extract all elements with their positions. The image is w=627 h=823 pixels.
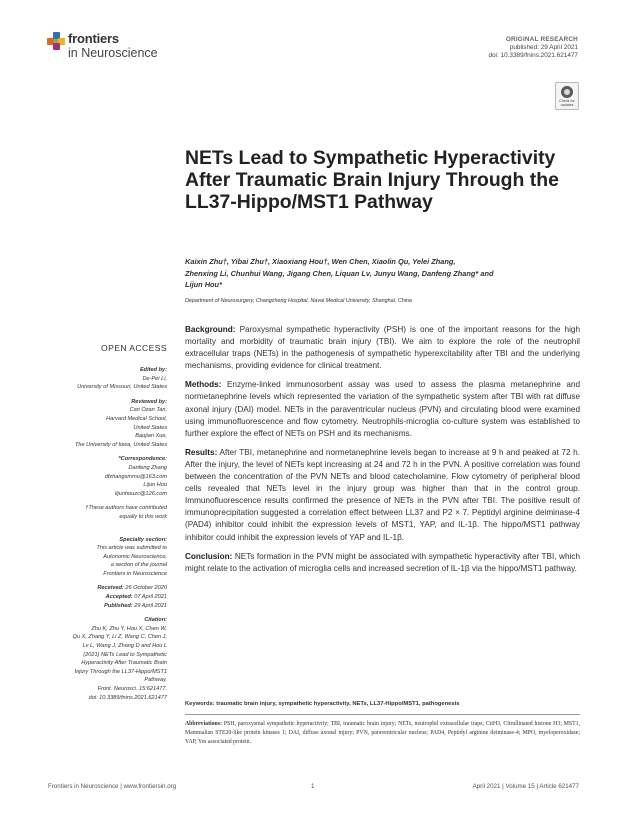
citation-line: Injury Through the LL37-Hippo/MST1: [74, 668, 167, 675]
journal-name: in Neuroscience: [68, 46, 158, 60]
equal-contribution-note: [40, 504, 167, 521]
corresponding-author: Danfeng Zhang: [128, 464, 167, 471]
corresponding-email[interactable]: lijunhouzc@126.com: [114, 490, 167, 497]
author-list: [185, 256, 580, 291]
editor-name: De-Pei Li,: [142, 375, 167, 382]
specialty-line: a section of the journal: [110, 562, 167, 569]
citation-heading: Citation:: [144, 617, 167, 624]
reviewer-affiliation: United States: [133, 424, 167, 431]
reviewer-affiliation: The University of Iowa, United States: [74, 441, 167, 448]
keywords: Keywords: traumatic brain injury, sympathetic hyperactivity, NETs, LL37-Hippo/MST1, pathogenesis: [185, 701, 460, 707]
page-number: 1: [311, 783, 315, 790]
dates-block: [40, 584, 167, 610]
specialty-line: Frontiers in Neuroscience: [103, 570, 167, 577]
crossmark-icon: [561, 86, 573, 98]
footer-journal[interactable]: Frontiers in Neuroscience | www.frontiersin.org: [48, 783, 177, 790]
citation-line: Front. Neurosci. 15:621477.: [97, 686, 167, 692]
citation-line: Zhu K, Zhu Y, Hou X, Chen W,: [91, 625, 167, 632]
reviewer-name: Baojian Xue,: [135, 433, 167, 440]
article-sidebar: [40, 366, 167, 708]
abstract-background: Background: Paroxysmal sympathetic hyperactivity (PSH) is one of the important reasons for the high mortality and morbidity of traumatic brain injury (TBI). We aim to explore the role of the neutrophil extracellular traps (NETs) in the pathogenesis of sympathetic hyperexcitability after TBI and the underlying mechanisms, providing evidence for clinical treatment.: [185, 325, 580, 371]
author-line: Lijun Hou*: [185, 280, 222, 290]
check-for-updates-label: Check for updates: [559, 99, 575, 107]
article-title: NETs Lead to Sympathetic Hyperactivity After Traumatic Brain Injury Through the LL37-Hippo/MST1 Pathway: [185, 147, 559, 213]
affiliation: Department of Neurosurgery, Changzheng Hospital, Naval Medical University, Shanghai, China: [185, 298, 412, 304]
corresponding-author: Lijun Hou: [143, 482, 167, 489]
check-for-updates-button[interactable]: [555, 82, 579, 110]
reviewed-by-block: [40, 398, 167, 450]
equal-contribution-line: †These authors have contributed: [85, 505, 167, 512]
citation-block: [40, 616, 167, 702]
journal-logo: [47, 30, 187, 70]
abstract-results: Results: After TBI, metanephrine and normetanephrine levels began to increase at 9 h and peaked at 72 h. After the injury, the level of NETs kept increasing at 24 and 72 h in the PVN. A positive correlation was found between the concentration of the PVN NETs and blood catecholamine. Flow cytometry of peripheral blood cells revealed that NETs level in the injury group was higher than that in the control group. Immunofluorescence results confirmed the presence of NETs in the PVN after TBI. The positive result of immunoprecipitation suggested a correlation effect between LL37 and P2 × 7. Peptidyl arginine deiminase-4 (PAD4) inhibitor could inhibit the expression levels of MST1, YAP, and IL-1β. The hippo/MST1 pathway inhibitor could inhibit the expression levels of YAP and IL-1β.: [185, 447, 580, 542]
abstract-conclusion: Conclusion: NETs formation in the PVN might be associated with sympathetic hyperactivity after TBI, which might relate to the activation of microglia cells and increased secretion of IL-1β via the hippo/MST1 pathway.: [185, 551, 580, 573]
edited-by-heading: Edited by:: [139, 367, 167, 373]
article-info: [488, 36, 578, 61]
editor-affiliation: University of Missouri, United States: [77, 384, 167, 391]
author-line: Kaixin Zhu†, Yibai Zhu†, Xiaoxiang Hou†, Wen Chen, Xiaolin Qu, Yelei Zhang,: [185, 257, 456, 266]
reviewed-by-heading: Reviewed by:: [131, 398, 167, 405]
reviewer-affiliation: Harvard Medical School,: [106, 415, 167, 422]
citation-line: Hyperactivity After Traumatic Brain: [81, 660, 167, 667]
specialty-line: Autonomic Neuroscience,: [103, 553, 167, 560]
reviewer-name: Can Ozan Tan,: [129, 407, 167, 414]
citation-line: (2021) NETs Lead to Sympathetic: [83, 651, 167, 658]
footer-issue: April 2021 | Volume 15 | Article 621477: [472, 783, 579, 790]
article-doi[interactable]: doi: 10.3389/fnins.2021.621477: [488, 52, 578, 60]
abbreviations: Abbreviations: PSH, paroxysmal sympathetic hyperactivity; TBI, traumatic brain injury; NETs, neutrophil extracellular traps; CitH3, Citrullinated histone H3; MST1, Mammalian STE20-like protein kinases 1; DAI, diffuse axonal injury; PVN, paraventricular nucleus; PAD4, Peptidyl arginine deiminase-4; MPO, myeloperoxidase; YAP, Yes associated protein.: [185, 721, 580, 745]
correspondence-heading: *Correspondence:: [118, 456, 167, 463]
specialty-block: [40, 536, 167, 579]
citation-line: Lv L, Wang J, Zhang D and Hou L: [82, 643, 167, 650]
author-line: Zhenxing Li, Chunhui Wang, Jigang Chen, Liquan Lv, Junyu Wang, Danfeng Zhang* and: [185, 268, 494, 278]
equal-contribution-line: equally to this work: [119, 513, 167, 520]
open-access-label: OPEN ACCESS: [100, 343, 167, 353]
divider: [185, 714, 580, 715]
correspondence-block: [40, 455, 167, 498]
citation-doi[interactable]: doi: 10.3389/fnins.2021.621477: [88, 694, 167, 701]
citation-line: Qu X, Zhang Y, Li Z, Wang C, Chen J,: [72, 634, 167, 641]
published-date: published: 29 April 2021: [509, 44, 578, 52]
abstract-methods: Methods: Enzyme-linked immunosorbent assay was used to assess the plasma metanephrine and normetanephrine levels which represented the variation of the sympathetic system after TBI with rat diffuse axonal injury (DAI) model. NETs in the paraventricular nucleus (PVN) and circulating blood were examined using immunofluorescence and flow cytometry. Neutrophils-microglia co-culture system was established to further explore the effect of NETs on PSH and its mechanisms.: [185, 380, 580, 438]
specialty-heading: Specialty section:: [119, 536, 167, 543]
corresponding-email[interactable]: dfzhangsmmu@163.com: [104, 473, 167, 480]
abstract: [185, 324, 580, 582]
received-date: Received: 26 October 2020: [97, 585, 167, 592]
published-date-sidebar: Published: 29 April 2021: [104, 602, 167, 609]
frontiers-logo-icon: [47, 32, 65, 50]
edited-by-block: [40, 366, 167, 392]
citation-line: Pathway.: [144, 677, 167, 684]
brand-name: frontiers: [68, 31, 119, 46]
accepted-date: Accepted: 07 April 2021: [105, 594, 167, 601]
specialty-line: This article was submitted to: [96, 545, 167, 552]
article-type: ORIGINAL RESEARCH: [505, 36, 578, 43]
